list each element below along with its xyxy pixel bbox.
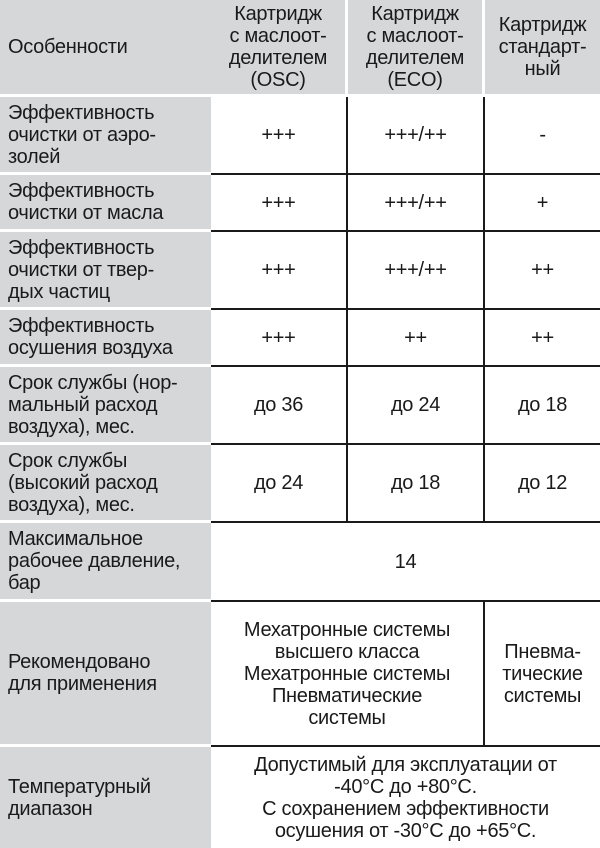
cell-osc: +++	[211, 175, 348, 232]
row-oil-efficiency	[0, 175, 600, 232]
cell-std: -	[485, 97, 600, 175]
cell-std: ++	[485, 310, 600, 367]
header-eco-cartridge: Картридж с маслоот- делителем (ECO)	[348, 0, 485, 97]
cell-osc: до 24	[211, 445, 348, 523]
row-max-pressure	[0, 523, 600, 602]
row-aerosol-efficiency	[0, 97, 600, 175]
cell-application-oil-separator: Мехатронные системы высшего класса Мехатронные системы Пневматические системы	[211, 602, 485, 747]
cell-eco: +++/++	[348, 97, 485, 175]
row-label: Срок службы (нор- мальный расход воздуха), мес.	[0, 367, 211, 445]
header-features: Особенности	[0, 0, 211, 97]
row-label: Эффективность осушения воздуха	[0, 310, 211, 367]
row-drying-efficiency	[0, 310, 600, 367]
row-label: Эффективность очистки от масла	[0, 175, 211, 232]
cell-std: до 12	[485, 445, 600, 523]
row-label: Температурный диапазон	[0, 747, 211, 848]
row-service-life-high	[0, 445, 600, 523]
row-label: Эффективность очистки от аэро- золей	[0, 97, 211, 175]
row-label: Максимальное рабочее давление, бар	[0, 523, 211, 602]
cell-temperature-value: Допустимый для эксплуатации от -40°C до +80°C. С сохранением эффективности осушения от -30°C до +65°C.	[211, 747, 600, 848]
cell-eco: ++	[348, 310, 485, 367]
cell-eco: +++/++	[348, 175, 485, 232]
cell-eco: до 24	[348, 367, 485, 445]
cell-osc: +++	[211, 232, 348, 310]
cell-std: ++	[485, 232, 600, 310]
row-temperature-range	[0, 747, 600, 848]
row-label: Рекомендовано для применения	[0, 602, 211, 747]
row-service-life-normal	[0, 367, 600, 445]
row-recommended-application	[0, 602, 600, 747]
cell-std: до 18	[485, 367, 600, 445]
cell-application-standard: Пневма- тические системы	[485, 602, 600, 747]
cell-pressure-value: 14	[211, 523, 600, 602]
row-label: Срок службы (высокий расход воздуха), мес.	[0, 445, 211, 523]
cell-std: +	[485, 175, 600, 232]
header-standard-cartridge: Картридж стандарт- ный	[485, 0, 600, 97]
cell-osc: до 36	[211, 367, 348, 445]
cell-eco: +++/++	[348, 232, 485, 310]
row-solids-efficiency	[0, 232, 600, 310]
header-row	[0, 0, 600, 97]
cell-osc: +++	[211, 310, 348, 367]
cell-osc: +++	[211, 97, 348, 175]
cell-eco: до 18	[348, 445, 485, 523]
header-osc-cartridge: Картридж с маслоот- делителем (OSC)	[211, 0, 348, 97]
row-label: Эффективность очистки от твер- дых частиц	[0, 232, 211, 310]
